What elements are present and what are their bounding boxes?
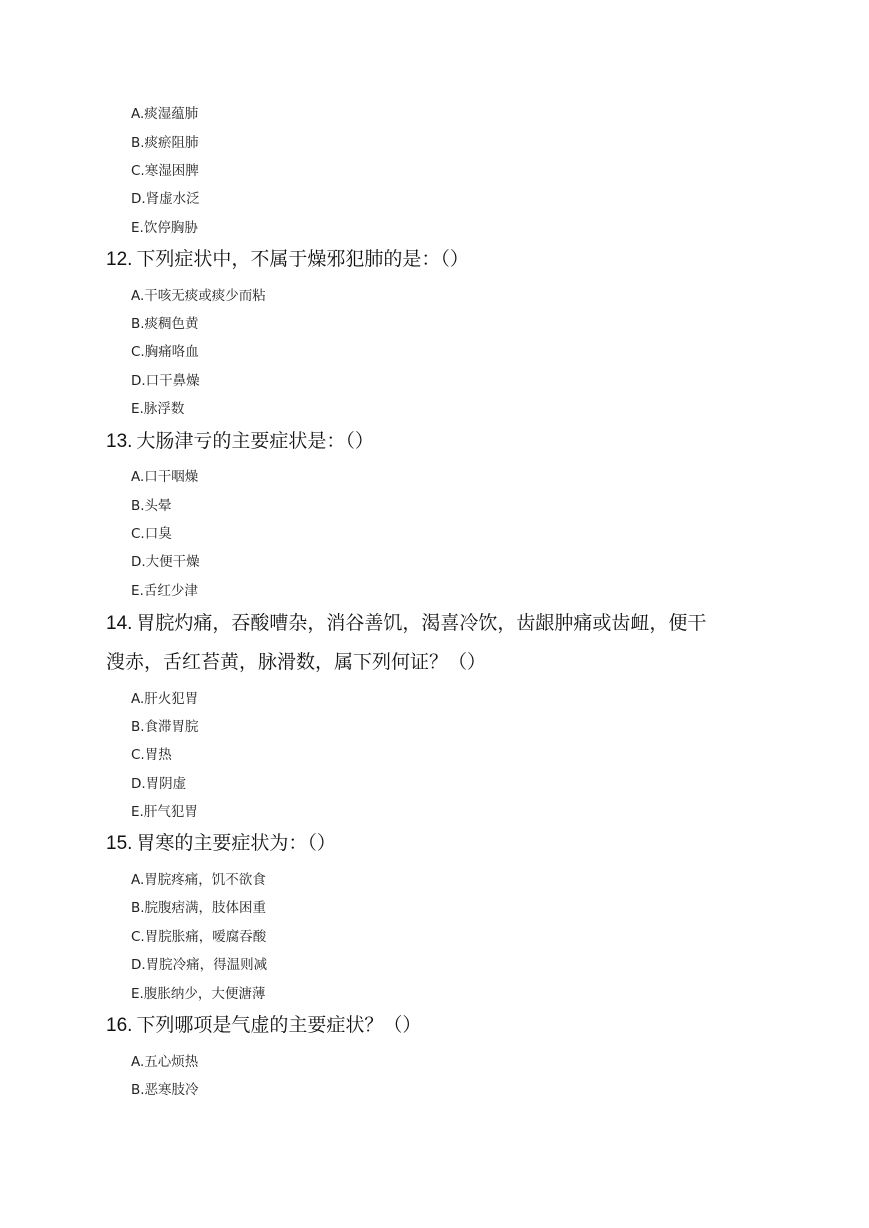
question-15 <box>106 830 336 857</box>
question-14-continued <box>106 649 486 675</box>
option-d: D.胃脘冷痛，得温则减 <box>131 957 268 973</box>
question-12 <box>106 246 469 273</box>
option-c: C.胃热 <box>131 747 172 763</box>
option-a: A.胃脘疼痛，饥不欲食 <box>131 872 266 888</box>
option-a: A.痰湿蕴肺 <box>131 106 199 122</box>
option-d: D.胃阴虚 <box>131 776 187 792</box>
option-e: E.脉浮数 <box>131 401 185 417</box>
option-a: A.干咳无痰或痰少而粘 <box>131 288 266 304</box>
option-b: B.恶寒肢冷 <box>131 1082 199 1098</box>
option-a: A.五心烦热 <box>131 1054 199 1070</box>
question-text: 胃寒的主要症状为：（） <box>136 832 336 854</box>
option-c: C.胸痛咯血 <box>131 344 199 360</box>
question-16 <box>106 1012 421 1039</box>
option-e: E.腹胀纳少，大便溏薄 <box>131 986 266 1002</box>
question-number: 14. <box>106 613 133 634</box>
option-d: D.肾虚水泛 <box>131 191 200 207</box>
option-c: C.寒湿困脾 <box>131 163 199 179</box>
question-number: 16. <box>106 1015 133 1036</box>
question-number: 12. <box>106 249 133 270</box>
option-b: B.脘腹痞满，肢体困重 <box>131 900 267 916</box>
option-d: D.口干鼻燥 <box>131 373 200 389</box>
option-a: A.口干咽燥 <box>131 469 199 485</box>
option-b: B.痰稠色黄 <box>131 316 199 332</box>
question-text-line2: 溲赤，舌红苔黄，脉滑数，属下列何证？（） <box>106 651 487 673</box>
question-text: 下列症状中，不属于燥邪犯肺的是：（） <box>136 248 469 270</box>
question-13 <box>106 428 374 455</box>
question-text: 大肠津亏的主要症状是：（） <box>136 430 374 452</box>
option-c: C.口臭 <box>131 526 172 542</box>
option-e: E.肝气犯胃 <box>131 804 198 820</box>
question-number: 13. <box>106 431 133 452</box>
option-e: E.饮停胸胁 <box>131 220 198 236</box>
question-text: 下列哪项是气虚的主要症状？（） <box>136 1014 422 1036</box>
option-e: E.舌红少津 <box>131 583 198 599</box>
option-c: C.胃脘胀痛，嗳腐吞酸 <box>131 929 267 945</box>
question-number: 15. <box>106 833 133 854</box>
option-b: B.痰瘀阻肺 <box>131 135 199 151</box>
option-a: A.肝火犯胃 <box>131 691 199 707</box>
question-14 <box>106 610 706 637</box>
option-b: B.食滞胃脘 <box>131 719 199 735</box>
option-d: D.大便干燥 <box>131 554 200 570</box>
question-text-line1: 胃脘灼痛，吞酸嘈杂，消谷善饥，渴喜冷饮，齿龈肿痛或齿衄，便干 <box>136 612 707 634</box>
option-b: B.头晕 <box>131 498 172 514</box>
